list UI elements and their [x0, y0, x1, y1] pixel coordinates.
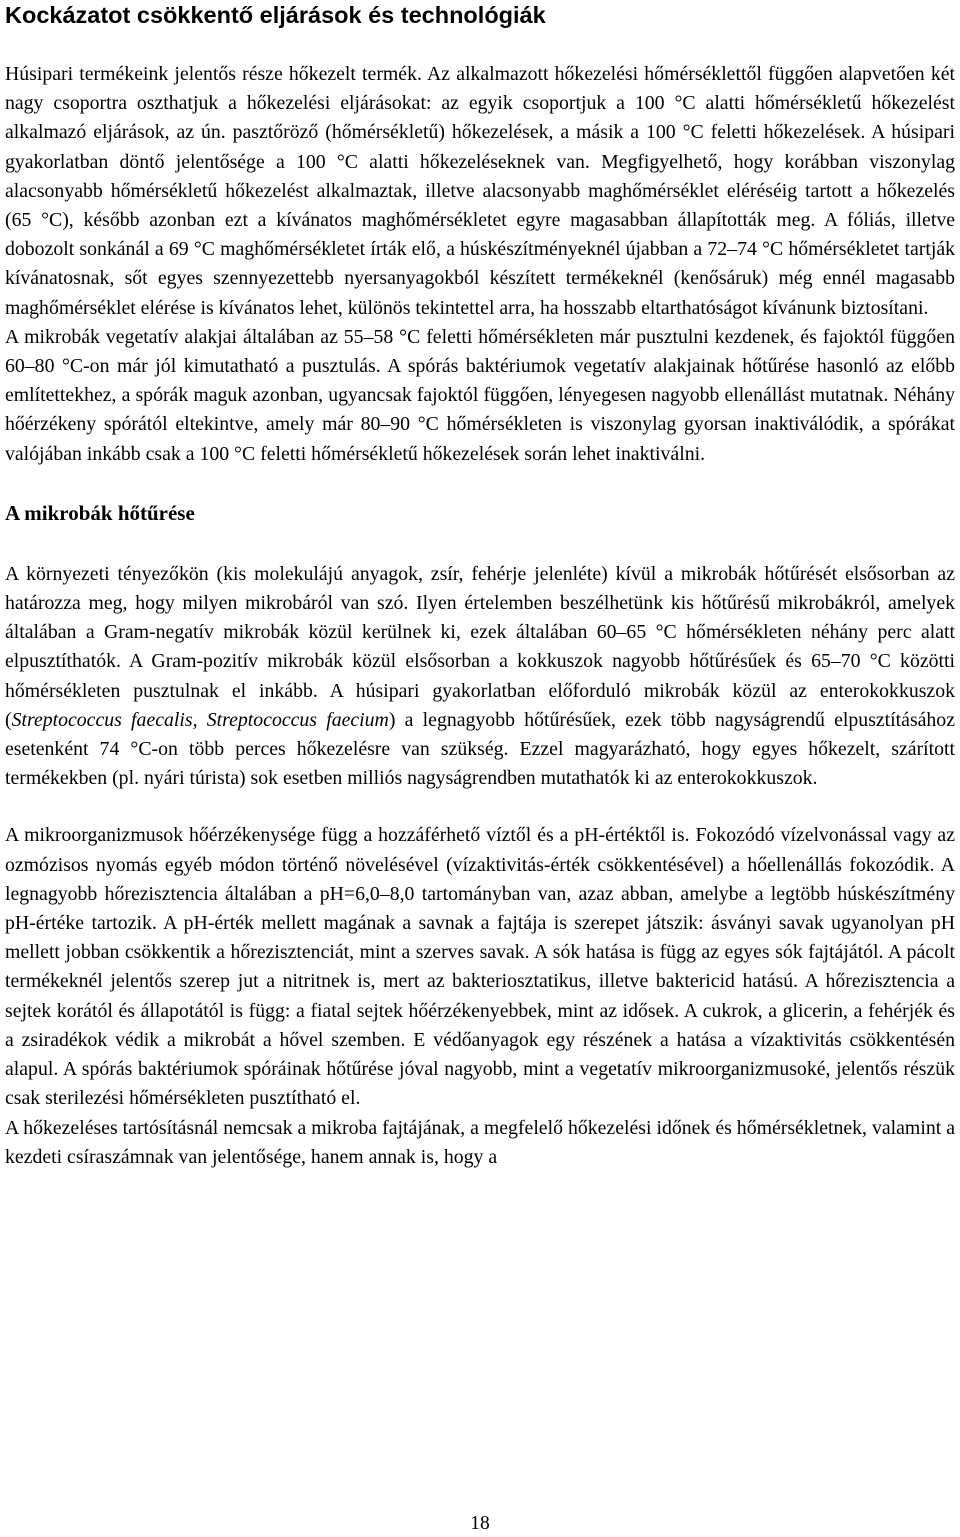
paragraph-heat-sensitivity: A mikroorganizmusok hőérzékenysége függ a hozzáférhető víztől és a pH-értéktől is. Fokozódó vízelvonással vagy az ozmózisos nyomás egyéb módon történő növelésével (vízaktivitás-érték csökkentésével) a hőellenállás fokozódik. A legnagyobb hőrezisztencia általában a pH=6,0–8,0 tartományban van, azaz abban, amelybe a legtöbb húskészítmény pH-értéke tartozik. A pH-érték mellett magának a savnak a fajtája is szerepet játszik: ásványi savak ugyanolyan pH mellett jobban csökkentik a hőrezisztenciát, mint a szerves savak. A sók hatása is függ az egyes sók fajtájától. A pácolt termékeknél jelentős szerep jut a nitritnek is, mert az bakteriosztatikus, illetve baktericid hatású. A hőrezisztencia a sejtek korától és állapotától is függ: a fiatal sejtek hőérzékenyebbek, mint az idősek. A cukrok, a glicerin, a fehérjék és a zsiradékok védik a mikrobát a hővel szemben. E védőanyagok egy részének a hatása a vízaktivitás csökkentésén alapul. A spórás baktériumok spóráinak hőtűrése jóval nagyobb, mint a vegetatív mikroorganizmusoké, jelentős részük csak sterilezési hőmérsékleten pusztítható el.	[5, 824, 955, 1110]
page-number: 18	[470, 1513, 490, 1534]
paragraph-text: ) a legnagyobb hőtűrésűek, ezek több nagyságrendű elpusztításához esetenként 74 °C-on több perces hőkezelésre van szükség. Ezzel magyarázható, hogy egyes hőkezelt, szárított termékekben (pl. nyári túrista) sok esetben milliós nagyságrendben mutathatók ki az enterokokkuszok.	[5, 708, 955, 790]
paragraph-environmental-factors	[5, 560, 955, 794]
paragraph-vegetative-forms: A mikrobák vegetatív alakjai általában az 55–58 °C feletti hőmérsékleten már pusztulni kezdenek, és fajoktól függően 60–80 °C-on már jól kimutatható a pusztulás. A spórás baktériumok vegetatív alakjainak hőtűrése hasonló az előbb említettekhez, a spórák maguk azonban, ugyancsak fajoktól függően, lényegesen nagyobb ellenállást mutatnak. Néhány hőérzékeny spórától eltekintve, amely már 80–90 °C hőmérsékleten is viszonylag gyorsan inaktiválódik, a spórákat valójában inkább csak a 100 °C feletti hőmérsékletű hőkezelések során lehet inaktiválni.	[5, 325, 955, 465]
document-page	[5, 0, 955, 1172]
section-heading-heat-tolerance: A mikrobák hőtűrése	[5, 500, 195, 525]
document-title: Kockázatot csökkentő eljárások és technológiák	[5, 2, 546, 28]
species-names: Streptococcus faecalis, Streptococcus faecium	[11, 708, 389, 731]
paragraph-heat-treatment-intro: Húsipari termékeink jelentős része hőkezelt termék. Az alkalmazott hőkezelési hőmérséklettől függően alapvetően két nagy csoportra oszthatjuk a hőkezelési eljárásokat: az egyik csoportjuk a 100 °C alatti hőmérsékletű hőkezelést alkalmazó eljárások, az ún. pasztőröző (hőmérsékletű) hőkezelések, a másik a 100 °C feletti hőkezelések. A húsipari gyakorlatban döntő jelentősége a 100 °C alatti hőkezeléseknek van. Megfigyelhető, hogy korábban viszonylag alacsonyabb hőmérsékletű hőkezelést alkalmaztak, illetve alacsonyabb maghőmérséklet eléréséig tartott a hőkezelés (65 °C), később azonban ezt a kívánatos maghőmérsékletet egyre magasabban állapították meg. A fóliás, illetve dobozolt sonkánál a 69 °C maghőmérsékletet írták elő, a húskészítményeknél újabban a 72–74 °C hőmérsékletet tartják kívánatosnak, sőt egyes szennyezettebb nyersanyagokból készített termékeknél (kenősáruk) még ennél magasabb maghőmérséklet elérése is kívánatos lehet, különös tekintettel arra, ha hosszabb eltarthatóságot kívánunk biztosítani.	[5, 63, 955, 319]
paragraph-preservation: A hőkezeléses tartósításnál nemcsak a mikroba fajtájának, a megfelelő hőkezelési időnek és hőmérsékletnek, valamint a kezdeti csíraszámnak van jelentősége, hanem annak is, hogy a	[5, 1116, 955, 1168]
paragraph-text: A környezeti tényezőkön (kis molekulájú anyagok, zsír, fehérje jelenléte) kívül a mikrobák hőtűrését elsősorban az határozza meg, hogy milyen mikrobáról van szó. Ilyen értelemben beszélhetünk kis hőtűrésű mikrobákról, amelyek általában a Gram-negatív mikrobák közül kerülnek ki, ezek általában 60–65 °C hőmérsékleten néhány perc alatt elpusztíthatók. A Gram-pozitív mikrobák közül elsősorban a kokkuszok nagyobb hőtűrésűek és 65–70 °C közötti hőmérsékleten pusztulnak el inkább. A húsipari gyakorlatban előforduló mikrobák közül az enterokokkuszok (	[5, 562, 955, 731]
